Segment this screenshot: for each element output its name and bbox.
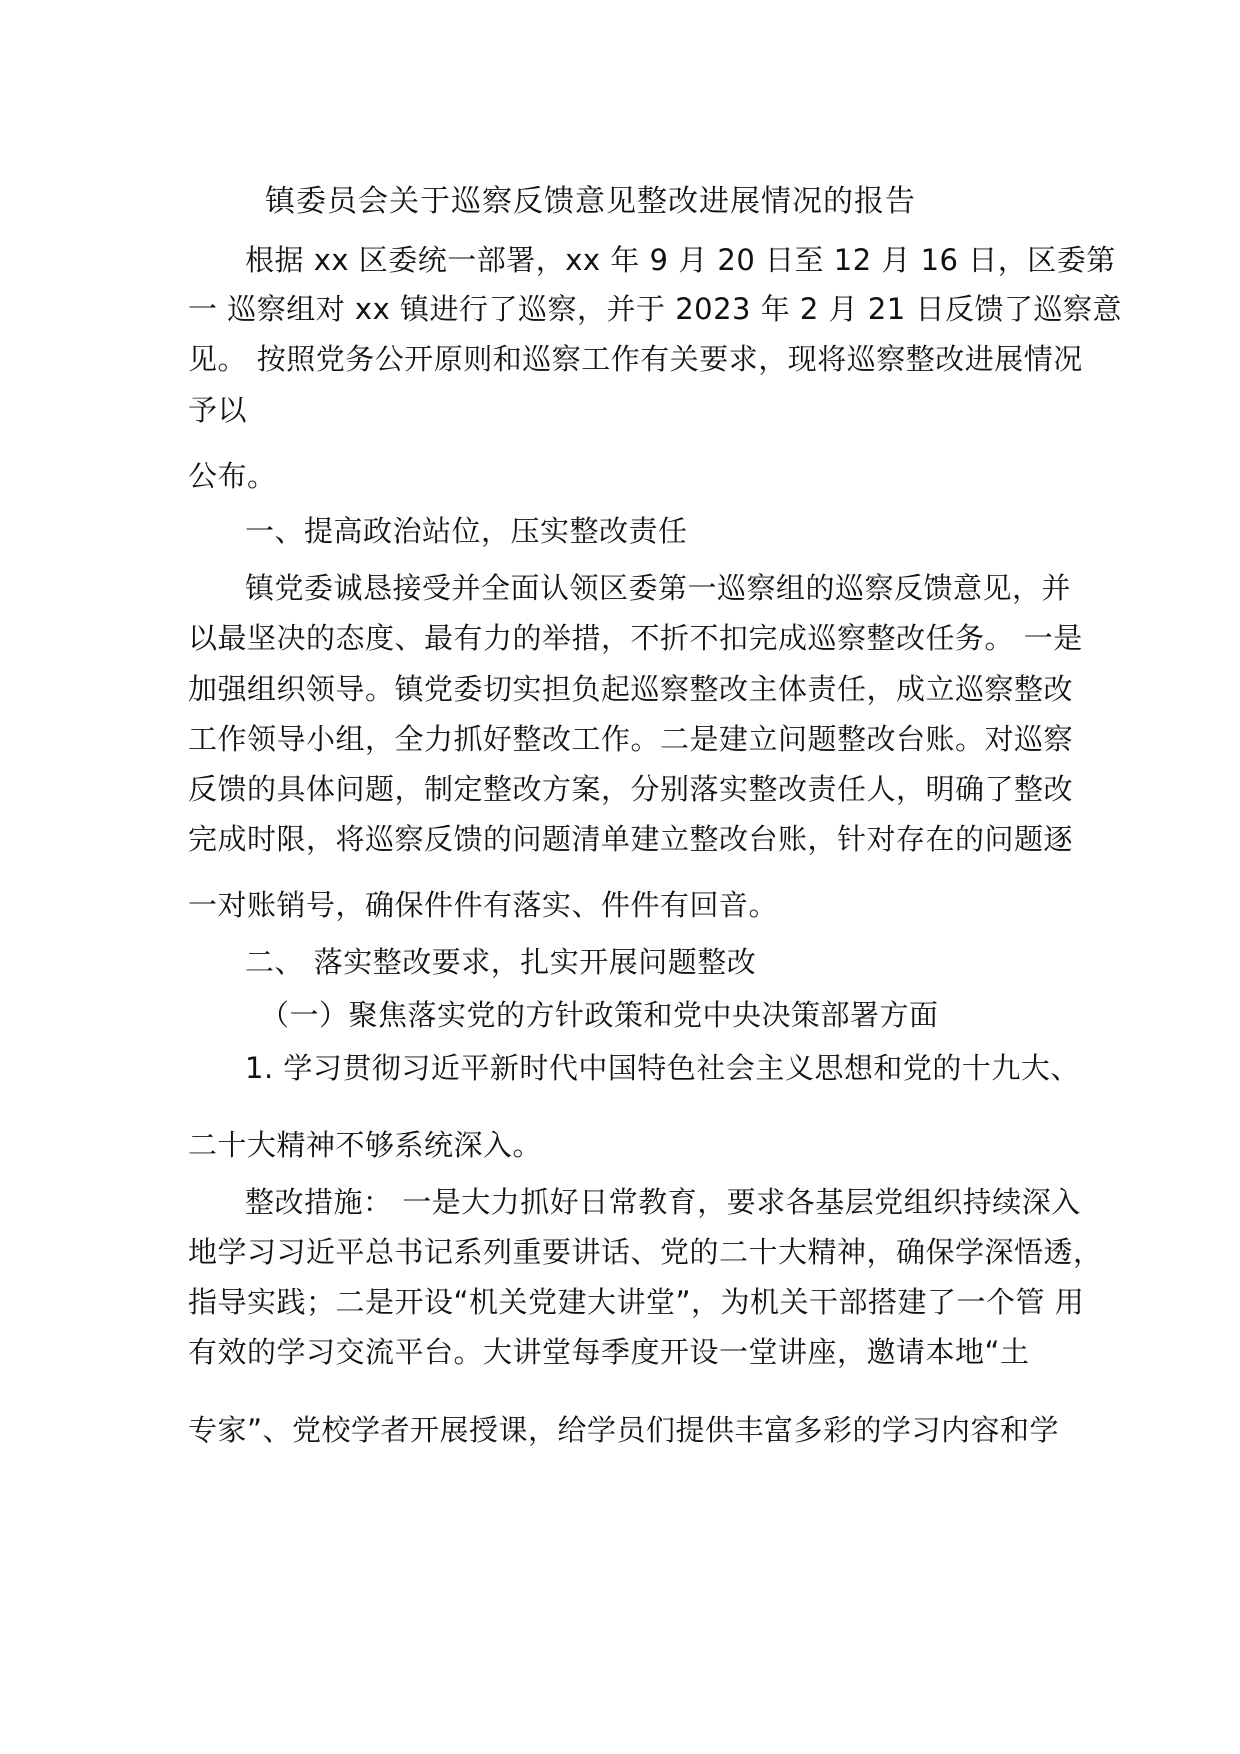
paragraph-line: 工作领导小组，全力抓好整改工作。二是建立问题整改台账。对巡察 — [188, 722, 1074, 756]
section-heading-1: 一、提高政治站位，压实整改责任 — [245, 514, 688, 548]
item-heading: 二十大精神不够系统深入。 — [188, 1128, 543, 1162]
paragraph-line: 加强组织领导。镇党委切实担负起巡察整改主体责任，成立巡察整改 — [188, 672, 1074, 706]
paragraph-line: 地学习习近平总书记系列重要讲话、党的二十大精神，确保学深悟透， — [188, 1235, 1103, 1269]
paragraph-line: 公布。 — [188, 459, 277, 493]
paragraph-line: 专家”、党校学者开展授课，给学员们提供丰富多彩的学习内容和学 — [188, 1413, 1060, 1447]
subsection-heading: （一）聚焦落实党的方针政策和党中央决策部署方面 — [260, 998, 939, 1032]
paragraph-line: 有效的学习交流平台。大讲堂每季度开设一堂讲座，邀请本地“土 — [188, 1335, 1030, 1369]
paragraph-line: 整改措施： 一是大力抓好日常教育，要求各基层党组织持续深入 — [245, 1185, 1081, 1219]
paragraph-line: 一对账销号，确保件件有落实、件件有回音。 — [188, 888, 779, 922]
paragraph-line: 予以 — [188, 393, 248, 427]
paragraph-line: 根据 xx 区委统一部署，xx 年 9 月 20 日至 12 月 16 日，区委第 — [245, 243, 1116, 277]
paragraph-line: 镇党委诚恳接受并全面认领区委第一巡察组的巡察反馈意见，并 — [245, 571, 1072, 605]
paragraph-line: 完成时限，将巡察反馈的问题清单建立整改台账，针对存在的问题逐 — [188, 822, 1074, 856]
paragraph-line: 指导实践；二是开设“机关党建大讲堂”，为机关干部搭建了一个管 用 — [188, 1285, 1085, 1319]
paragraph-line: 反馈的具体问题，制定整改方案，分别落实整改责任人，明确了整改 — [188, 772, 1074, 806]
paragraph-line: 一 巡察组对 xx 镇进行了巡察，并于 2023 年 2 月 21 日反馈了巡察意 — [188, 292, 1122, 326]
paragraph-line: 见。 按照党务公开原则和巡察工作有关要求，现将巡察整改进展情况 — [188, 342, 1083, 376]
section-heading-2: 二、 落实整改要求，扎实开展问题整改 — [245, 945, 757, 979]
document-title: 镇委员会关于巡察反馈意见整改进展情况的报告 — [265, 184, 916, 219]
item-heading: 1. 学习贯彻习近平新时代中国特色社会主义思想和党的十九大、 — [245, 1051, 1080, 1085]
paragraph-line: 以最坚决的态度、最有力的举措，不折不扣完成巡察整改任务。 一是 — [188, 621, 1083, 655]
